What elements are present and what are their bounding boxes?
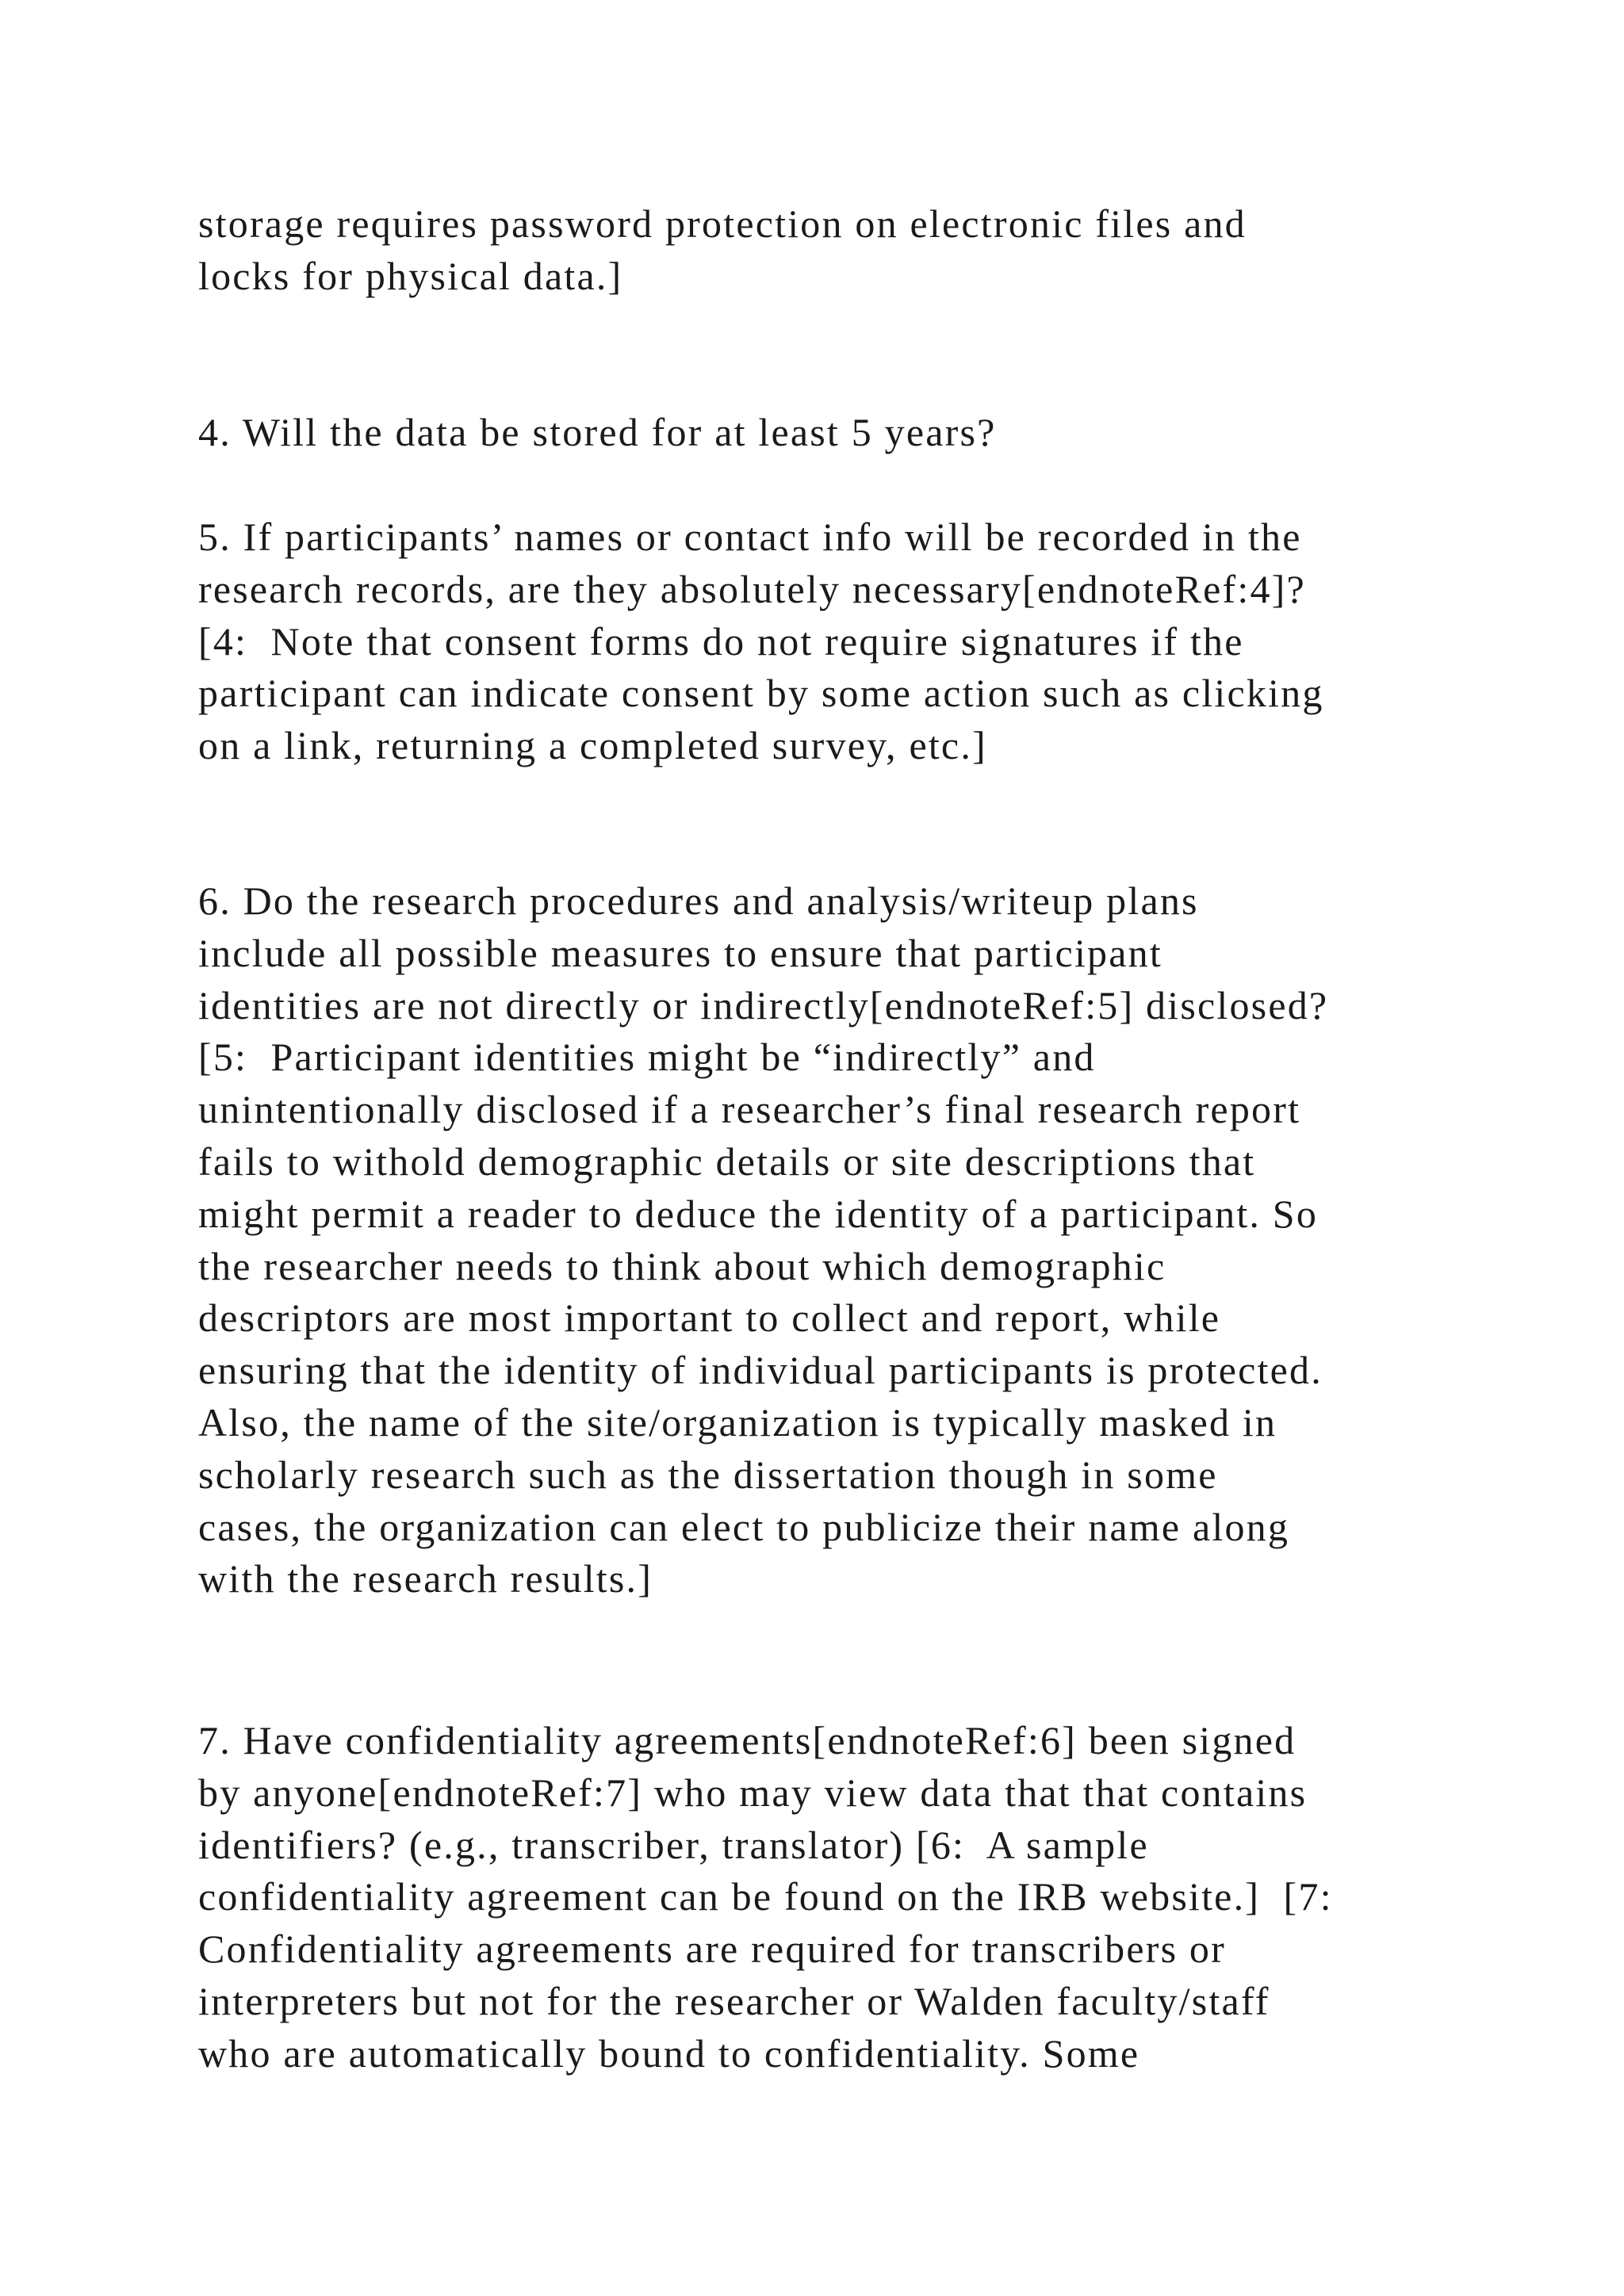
- paragraph-question-6: [198, 875, 1328, 1605]
- text-line: confidentiality agreement can be found on the IRB website.] [7:: [198, 1874, 1333, 1919]
- text-line: 7. Have confidentiality agreements[endnoteRef:6] been signed: [198, 1718, 1297, 1762]
- text-line: interpreters but not for the researcher or Walden faculty/staff: [198, 1978, 1270, 2023]
- text-line: include all possible measures to ensure that participant: [198, 930, 1162, 975]
- text-line: 4. Will the data be stored for at least 5 years?: [198, 410, 997, 454]
- text-line: research records, are they absolutely necessary[endnoteRef:4]?: [198, 566, 1306, 611]
- text-line: unintentionally disclosed if a researcher’s final research report: [198, 1087, 1301, 1132]
- text-line: the researcher needs to think about which demographic: [198, 1243, 1166, 1288]
- text-line: locks for physical data.]: [198, 253, 623, 298]
- text-line: [4: Note that consent forms do not require signatures if the: [198, 618, 1244, 664]
- text-line: cases, the organization can elect to publicize their name along: [198, 1504, 1290, 1549]
- text-line: ensuring that the identity of individual participants is protected.: [198, 1348, 1323, 1393]
- text-line: identities are not directly or indirectly[endnoteRef:5] disclosed?: [198, 982, 1329, 1027]
- text-line: Also, the name of the site/organization is typically masked in: [198, 1399, 1277, 1445]
- text-line: Confidentiality agreements are required for transcribers or: [198, 1927, 1226, 1972]
- text-line: fails to withold demographic details or site descriptions that: [198, 1138, 1256, 1184]
- paragraph-question-7: [198, 1715, 1333, 2080]
- text-line: who are automatically bound to confidentiality. Some: [198, 2030, 1140, 2076]
- text-line: 5. If participants’ names or contact info will be recorded in the: [198, 515, 1302, 559]
- paragraph-question-5: [198, 511, 1324, 772]
- text-line: participant can indicate consent by some action such as clicking: [198, 671, 1324, 716]
- paragraph-storage-note: [198, 198, 1247, 303]
- text-line: storage requires password protection on electronic files and: [198, 201, 1247, 246]
- text-line: 6. Do the research procedures and analysis/writeup plans: [198, 878, 1199, 923]
- text-line: descriptors are most important to collect and report, while: [198, 1295, 1221, 1341]
- text-line: [5: Participant identities might be “indirectly” and: [198, 1035, 1096, 1080]
- text-line: by anyone[endnoteRef:7] who may view data that that contains: [198, 1770, 1308, 1815]
- paragraph-question-4: [198, 407, 997, 459]
- text-line: might permit a reader to deduce the identity of a participant. So: [198, 1191, 1319, 1236]
- text-line: on a link, returning a completed survey, etc.]: [198, 723, 987, 768]
- text-line: scholarly research such as the dissertation though in some: [198, 1452, 1218, 1497]
- text-line: with the research results.]: [198, 1556, 653, 1601]
- text-line: identifiers? (e.g., transcriber, translator) [6: A sample: [198, 1822, 1149, 1867]
